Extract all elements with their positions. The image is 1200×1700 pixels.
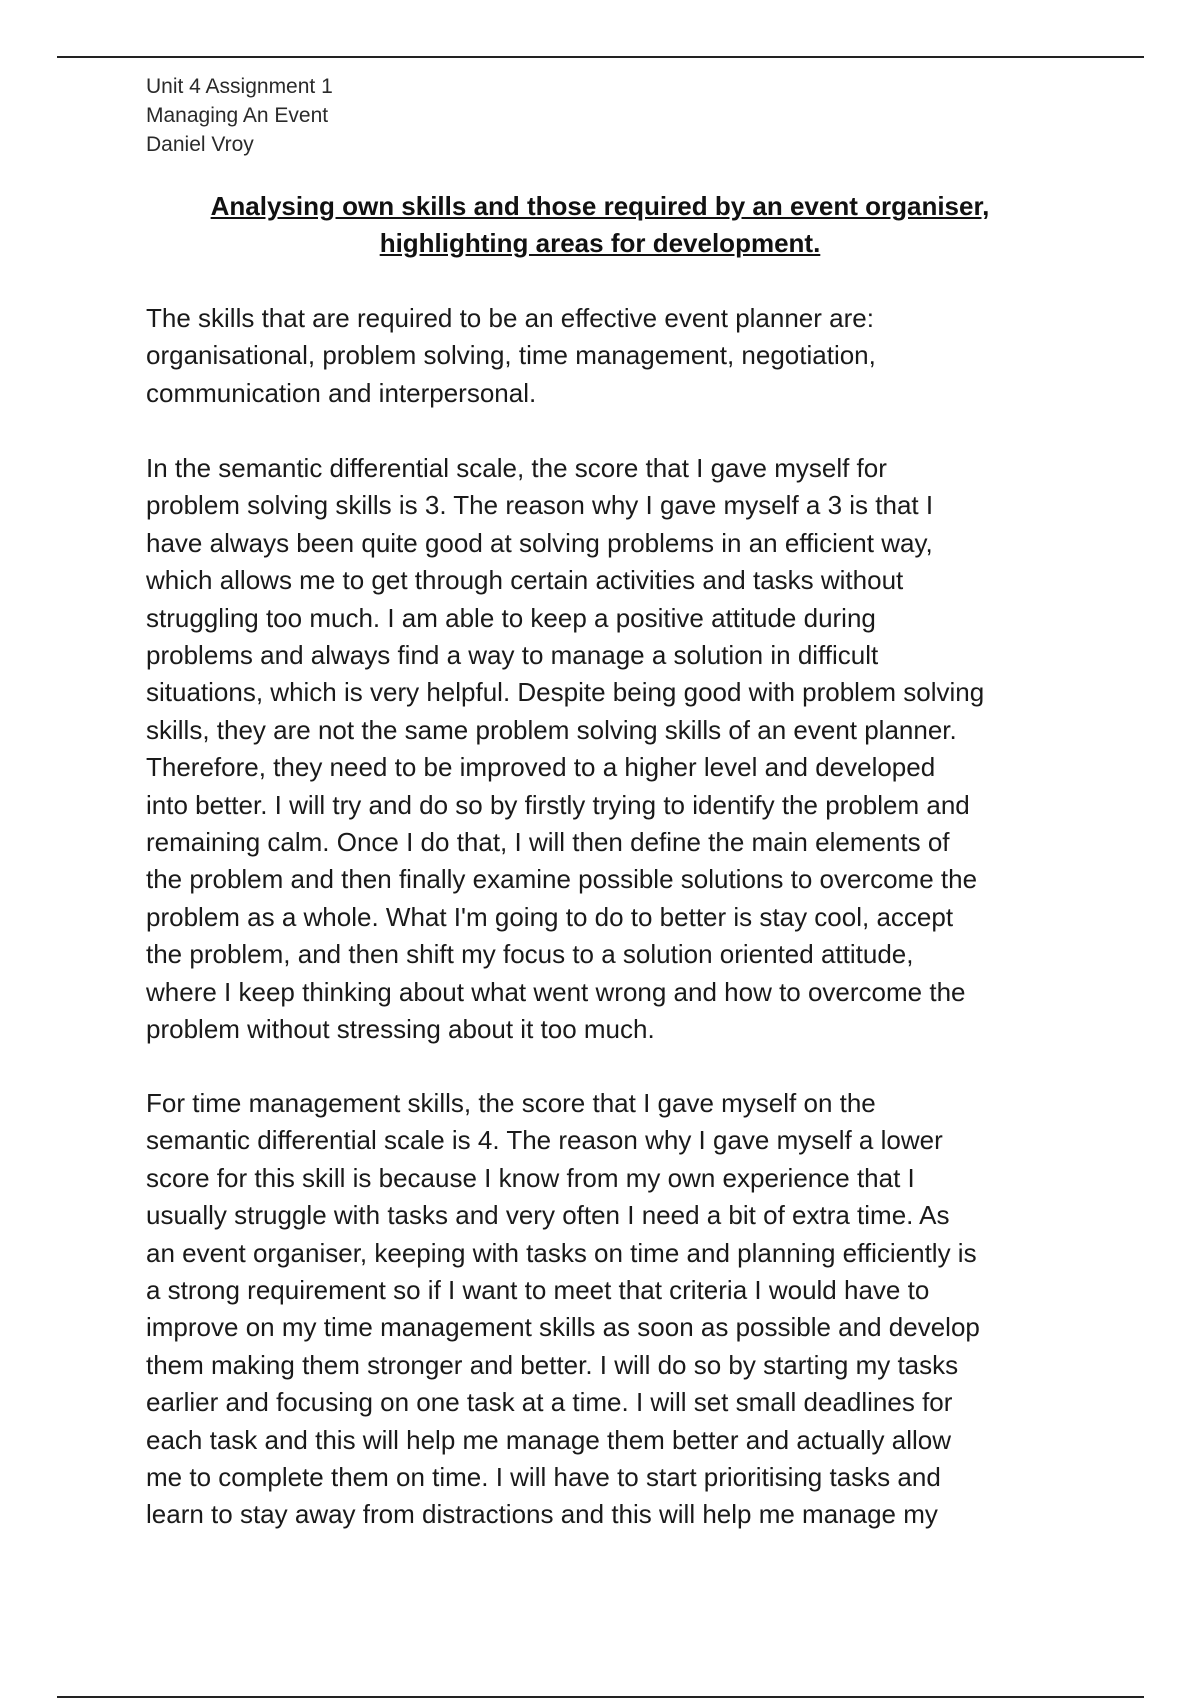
header-author: Daniel Vroy	[146, 133, 254, 156]
text-line: In the semantic differential scale, the score that I gave myself for	[146, 453, 887, 483]
text-line: usually struggle with tasks and very often I need a bit of extra time. As	[146, 1200, 950, 1231]
text-line: The skills that are required to be an effective event planner are:	[146, 303, 874, 333]
text-line: skills, they are not the same problem solving skills of an event planner.	[146, 714, 957, 745]
text-line: which allows me to get through certain activities and tasks without	[146, 565, 904, 596]
bottom-rule	[57, 1696, 1144, 1698]
text-line: problem as a whole. What I'm going to do to better is stay cool, accept	[146, 901, 954, 932]
text-line: learn to stay away from distractions and this will help me manage my	[146, 1499, 938, 1530]
text-line: each task and this will help me manage them better and actually allow	[146, 1424, 951, 1455]
text-line: the problem and then finally examine possible solutions to overcome the	[146, 864, 978, 895]
text-line: earlier and focusing on one task at a time. I will set small deadlines for	[146, 1387, 953, 1418]
text-line: remaining calm. Once I do that, I will then define the main elements of	[146, 827, 950, 858]
text-line: Therefore, they need to be improved to a higher level and developed	[146, 752, 936, 783]
text-line: me to complete them on time. I will have to start prioritising tasks and	[146, 1462, 941, 1493]
text-line: situations, which is very helpful. Despite being good with problem solving	[146, 677, 985, 708]
text-line: a strong requirement so if I want to meet that criteria I would have to	[146, 1275, 930, 1306]
text-line: score for this skill is because I know from my own experience that I	[146, 1162, 915, 1193]
paragraph-time-management	[146, 1085, 1066, 1534]
header-subject: Managing An Event	[146, 104, 329, 127]
top-rule	[57, 56, 1144, 58]
title-line: Analysing own skills and those required by an event organiser,	[210, 191, 990, 221]
paragraph-problem-solving	[146, 450, 1066, 1049]
text-line: For time management skills, the score that I gave myself on the	[146, 1088, 876, 1118]
text-line: problem solving skills is 3. The reason why I gave myself a 3 is that I	[146, 490, 934, 521]
text-line: an event organiser, keeping with tasks on time and planning efficiently is	[146, 1237, 977, 1268]
text-line: improve on my time management skills as soon as possible and develop	[146, 1312, 980, 1343]
text-line: problems and always find a way to manage a solution in difficult	[146, 640, 879, 671]
text-line: where I keep thinking about what went wrong and how to overcome the	[146, 976, 966, 1007]
paragraph-skills-required	[146, 300, 1066, 412]
text-line: have always been quite good at solving problems in an efficient way,	[146, 527, 933, 558]
text-line: them making them stronger and better. I will do so by starting my tasks	[146, 1349, 959, 1380]
title-line: highlighting areas for development.	[379, 228, 821, 258]
text-line: problem without stressing about it too much.	[146, 1014, 655, 1045]
document-title	[146, 188, 1054, 262]
document-header	[146, 72, 333, 159]
text-line: the problem, and then shift my focus to a solution oriented attitude,	[146, 939, 914, 970]
header-unit: Unit 4 Assignment 1	[146, 75, 333, 98]
text-line: communication and interpersonal.	[146, 377, 537, 408]
text-line: organisational, problem solving, time management, negotiation,	[146, 340, 876, 371]
text-line: semantic differential scale is 4. The reason why I gave myself a lower	[146, 1125, 943, 1156]
text-line: struggling too much. I am able to keep a positive attitude during	[146, 602, 876, 633]
text-line: into better. I will try and do so by firstly trying to identify the problem and	[146, 789, 970, 820]
